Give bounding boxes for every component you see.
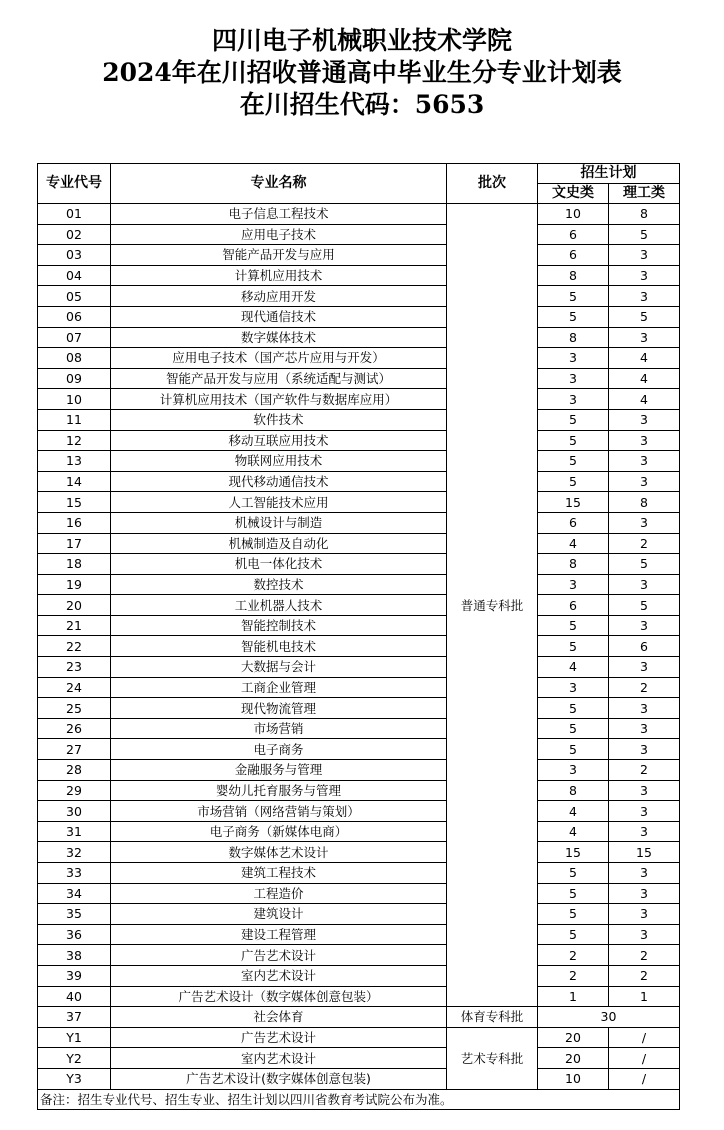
major-name: 智能控制技术: [111, 615, 447, 636]
major-name: 工程造价: [111, 883, 447, 904]
plan-wenshi: 5: [538, 451, 609, 472]
plan-ligong: 2: [609, 760, 680, 781]
major-name: 智能产品开发与应用: [111, 245, 447, 266]
major-code: 13: [38, 451, 111, 472]
major-code: 25: [38, 698, 111, 719]
plan-wenshi: 5: [538, 430, 609, 451]
batch-general: 普通专科批: [447, 204, 538, 1007]
major-name: 机电一体化技术: [111, 554, 447, 575]
major-code: 12: [38, 430, 111, 451]
plan-wenshi: 5: [538, 739, 609, 760]
table-row: [38, 533, 680, 554]
plan-ligong: 5: [609, 306, 680, 327]
plan-ligong: 3: [609, 924, 680, 945]
table-row: [38, 1068, 680, 1089]
plan-wenshi: 5: [538, 409, 609, 430]
plan-ligong: 8: [609, 204, 680, 225]
major-name: 数字媒体艺术设计: [111, 842, 447, 863]
major-code: 26: [38, 718, 111, 739]
plan-ligong: 3: [609, 327, 680, 348]
footnote: 备注：招生专业代号、招生专业、招生计划以四川省教育考试院公布为准。: [38, 1089, 680, 1110]
major-code: 17: [38, 533, 111, 554]
major-code: 27: [38, 739, 111, 760]
major-code: 20: [38, 595, 111, 616]
table-row: [38, 986, 680, 1007]
table-row: [38, 615, 680, 636]
major-name: 电子商务: [111, 739, 447, 760]
table-row: [38, 1048, 680, 1069]
major-name: 建筑设计: [111, 904, 447, 925]
plan-ligong: 3: [609, 780, 680, 801]
major-name: 移动互联应用技术: [111, 430, 447, 451]
plan-wenshi: 6: [538, 245, 609, 266]
table-row: [38, 842, 680, 863]
plan-ligong: 3: [609, 698, 680, 719]
table-row: [38, 389, 680, 410]
plan-wenshi: 8: [538, 265, 609, 286]
plan-wenshi: 3: [538, 574, 609, 595]
table-row: [38, 965, 680, 986]
major-code: 34: [38, 883, 111, 904]
major-code: 39: [38, 965, 111, 986]
plan-ligong: 2: [609, 965, 680, 986]
major-name: 计算机应用技术: [111, 265, 447, 286]
major-name: 广告艺术设计（数字媒体创意包装）: [111, 986, 447, 1007]
plan-ligong: 2: [609, 677, 680, 698]
table-row: [38, 1027, 680, 1048]
major-name: 广告艺术设计: [111, 945, 447, 966]
major-name: 软件技术: [111, 409, 447, 430]
plan-ligong: 3: [609, 430, 680, 451]
plan-wenshi: 2: [538, 945, 609, 966]
major-code: 21: [38, 615, 111, 636]
major-name: 智能产品开发与应用（系统适配与测试）: [111, 368, 447, 389]
batch-art: 艺术专科批: [447, 1027, 538, 1089]
plan-ligong: 3: [609, 574, 680, 595]
table-row: [38, 306, 680, 327]
enrollment-plan-table: [37, 163, 680, 1110]
table-row: [38, 821, 680, 842]
major-name: 婴幼儿托育服务与管理: [111, 780, 447, 801]
enrollment-code: 在川招生代码：5653: [239, 90, 485, 119]
table-row: [38, 451, 680, 472]
major-name: 智能机电技术: [111, 636, 447, 657]
major-code: 02: [38, 224, 111, 245]
plan-ligong: 3: [609, 863, 680, 884]
major-code: 19: [38, 574, 111, 595]
plan-wenshi: 8: [538, 327, 609, 348]
plan-ligong: 3: [609, 883, 680, 904]
plan-wenshi: 6: [538, 224, 609, 245]
table-row: [38, 595, 680, 616]
major-name: 室内艺术设计: [111, 965, 447, 986]
table-row: [38, 430, 680, 451]
plan-wenshi: 2: [538, 965, 609, 986]
major-code: 09: [38, 368, 111, 389]
plan-ligong: 3: [609, 904, 680, 925]
plan-wenshi: 5: [538, 698, 609, 719]
header-ligong: 理工类: [609, 184, 680, 204]
plan-wenshi: 6: [538, 595, 609, 616]
plan-wenshi: 5: [538, 471, 609, 492]
major-code: Y2: [38, 1048, 111, 1069]
major-code: 07: [38, 327, 111, 348]
major-code: 15: [38, 492, 111, 513]
header-name: 专业名称: [111, 164, 447, 204]
plan-wenshi: 3: [538, 760, 609, 781]
major-code: 32: [38, 842, 111, 863]
major-code: 03: [38, 245, 111, 266]
plan-ligong: 3: [609, 245, 680, 266]
plan-ligong: /: [609, 1027, 680, 1048]
plan-ligong: 3: [609, 409, 680, 430]
major-name: 现代物流管理: [111, 698, 447, 719]
major-name: 人工智能技术应用: [111, 492, 447, 513]
major-name: 移动应用开发: [111, 286, 447, 307]
major-code: 37: [38, 1007, 111, 1028]
table-row: [38, 801, 680, 822]
plan-wenshi: 1: [538, 986, 609, 1007]
plan-ligong: 3: [609, 471, 680, 492]
plan-wenshi: 6: [538, 512, 609, 533]
major-code: 36: [38, 924, 111, 945]
major-name: 电子信息工程技术: [111, 204, 447, 225]
plan-wenshi: 8: [538, 554, 609, 575]
major-code: 40: [38, 986, 111, 1007]
plan-ligong: 3: [609, 265, 680, 286]
major-code: 16: [38, 512, 111, 533]
batch-sports: 体育专科批: [447, 1007, 538, 1028]
plan-wenshi: 5: [538, 863, 609, 884]
table-row: [38, 224, 680, 245]
table-row: [38, 739, 680, 760]
table-row: [38, 636, 680, 657]
plan-wenshi: 5: [538, 286, 609, 307]
major-name: 工商企业管理: [111, 677, 447, 698]
major-name: 电子商务（新媒体电商）: [111, 821, 447, 842]
major-name: 物联网应用技术: [111, 451, 447, 472]
major-name: 现代移动通信技术: [111, 471, 447, 492]
plan-ligong: 2: [609, 533, 680, 554]
major-name: 大数据与会计: [111, 657, 447, 678]
major-name: 广告艺术设计(数字媒体创意包装): [111, 1068, 447, 1089]
table-row: [38, 554, 680, 575]
major-name: 市场营销: [111, 718, 447, 739]
table-row: [38, 698, 680, 719]
major-name: 建筑工程技术: [111, 863, 447, 884]
table-row: [38, 409, 680, 430]
plan-ligong: /: [609, 1048, 680, 1069]
major-name: 数控技术: [111, 574, 447, 595]
plan-wenshi: 5: [538, 306, 609, 327]
plan-wenshi: 5: [538, 924, 609, 945]
table-row: [38, 492, 680, 513]
major-code: 31: [38, 821, 111, 842]
note-row: [38, 1089, 680, 1110]
major-code: 01: [38, 204, 111, 225]
plan-ligong: 8: [609, 492, 680, 513]
plan-wenshi: 15: [538, 842, 609, 863]
table-row: [38, 348, 680, 369]
plan-wenshi: 5: [538, 904, 609, 925]
major-code: 24: [38, 677, 111, 698]
major-name: 机械制造及自动化: [111, 533, 447, 554]
table-row: [38, 863, 680, 884]
major-code: 10: [38, 389, 111, 410]
plan-ligong: 2: [609, 945, 680, 966]
plan-ligong: 15: [609, 842, 680, 863]
plan-ligong: 3: [609, 718, 680, 739]
major-name: 现代通信技术: [111, 306, 447, 327]
plan-ligong: 3: [609, 801, 680, 822]
plan-ligong: 3: [609, 286, 680, 307]
table-row: [38, 945, 680, 966]
table-row: [38, 471, 680, 492]
table-row: [38, 718, 680, 739]
table-row: [38, 265, 680, 286]
table-row: [38, 677, 680, 698]
major-code: 08: [38, 348, 111, 369]
plan-wenshi: 3: [538, 677, 609, 698]
major-name: 应用电子技术: [111, 224, 447, 245]
header-wenshi: 文史类: [538, 184, 609, 204]
major-name: 机械设计与制造: [111, 512, 447, 533]
plan-wenshi: 4: [538, 533, 609, 554]
table-row: [38, 574, 680, 595]
plan-ligong: 3: [609, 512, 680, 533]
major-code: 05: [38, 286, 111, 307]
major-code: 23: [38, 657, 111, 678]
major-code: 38: [38, 945, 111, 966]
header-code: 专业代号: [38, 164, 111, 204]
major-code: 14: [38, 471, 111, 492]
major-code: 18: [38, 554, 111, 575]
table-row: [38, 657, 680, 678]
plan-wenshi: 5: [538, 883, 609, 904]
major-code: 06: [38, 306, 111, 327]
major-name: 社会体育: [111, 1007, 447, 1028]
plan-wenshi: 8: [538, 780, 609, 801]
major-name: 建设工程管理: [111, 924, 447, 945]
plan-total: 30: [538, 1007, 680, 1028]
plan-ligong: 3: [609, 739, 680, 760]
plan-wenshi: 3: [538, 368, 609, 389]
major-name: 计算机应用技术（国产软件与数据库应用）: [111, 389, 447, 410]
plan-ligong: 3: [609, 657, 680, 678]
plan-ligong: 6: [609, 636, 680, 657]
plan-ligong: 3: [609, 615, 680, 636]
major-name: 市场营销（网络营销与策划）: [111, 801, 447, 822]
plan-wenshi: 15: [538, 492, 609, 513]
plan-wenshi: 5: [538, 615, 609, 636]
document-title: 四川电子机械职业技术学院: [211, 26, 512, 55]
plan-ligong: 5: [609, 554, 680, 575]
plan-wenshi: 4: [538, 801, 609, 822]
table-row: [38, 924, 680, 945]
major-code: 33: [38, 863, 111, 884]
table-row: [38, 904, 680, 925]
plan-wenshi: 10: [538, 204, 609, 225]
major-name: 广告艺术设计: [111, 1027, 447, 1048]
document-subtitle: 2024年在川招收普通高中毕业生分专业计划表: [102, 58, 622, 87]
plan-wenshi: 4: [538, 657, 609, 678]
major-code: 35: [38, 904, 111, 925]
plan-ligong: 3: [609, 821, 680, 842]
plan-ligong: 4: [609, 348, 680, 369]
major-name: 数字媒体技术: [111, 327, 447, 348]
major-code: Y3: [38, 1068, 111, 1089]
major-code: 28: [38, 760, 111, 781]
table-row: [38, 1007, 680, 1028]
major-name: 工业机器人技术: [111, 595, 447, 616]
plan-ligong: 5: [609, 224, 680, 245]
header-plan: 招生计划: [538, 164, 680, 184]
plan-ligong: 1: [609, 986, 680, 1007]
plan-wenshi: 5: [538, 636, 609, 657]
plan-wenshi: 4: [538, 821, 609, 842]
table-row: [38, 368, 680, 389]
plan-ligong: /: [609, 1068, 680, 1089]
table-row: [38, 204, 680, 225]
table-row: [38, 883, 680, 904]
plan-wenshi: 3: [538, 389, 609, 410]
plan-ligong: 5: [609, 595, 680, 616]
major-code: 11: [38, 409, 111, 430]
major-code: Y1: [38, 1027, 111, 1048]
plan-ligong: 4: [609, 368, 680, 389]
major-code: 22: [38, 636, 111, 657]
plan-wenshi: 5: [538, 718, 609, 739]
plan-wenshi: 20: [538, 1027, 609, 1048]
table-row: [38, 286, 680, 307]
header-batch: 批次: [447, 164, 538, 204]
major-code: 29: [38, 780, 111, 801]
table-row: [38, 327, 680, 348]
plan-ligong: 3: [609, 451, 680, 472]
major-name: 金融服务与管理: [111, 760, 447, 781]
plan-wenshi: 10: [538, 1068, 609, 1089]
table-row: [38, 780, 680, 801]
major-code: 30: [38, 801, 111, 822]
major-code: 04: [38, 265, 111, 286]
plan-wenshi: 20: [538, 1048, 609, 1069]
table-row: [38, 512, 680, 533]
table-row: [38, 760, 680, 781]
plan-ligong: 4: [609, 389, 680, 410]
table-row: [38, 245, 680, 266]
plan-wenshi: 3: [538, 348, 609, 369]
major-name: 应用电子技术（国产芯片应用与开发）: [111, 348, 447, 369]
major-name: 室内艺术设计: [111, 1048, 447, 1069]
